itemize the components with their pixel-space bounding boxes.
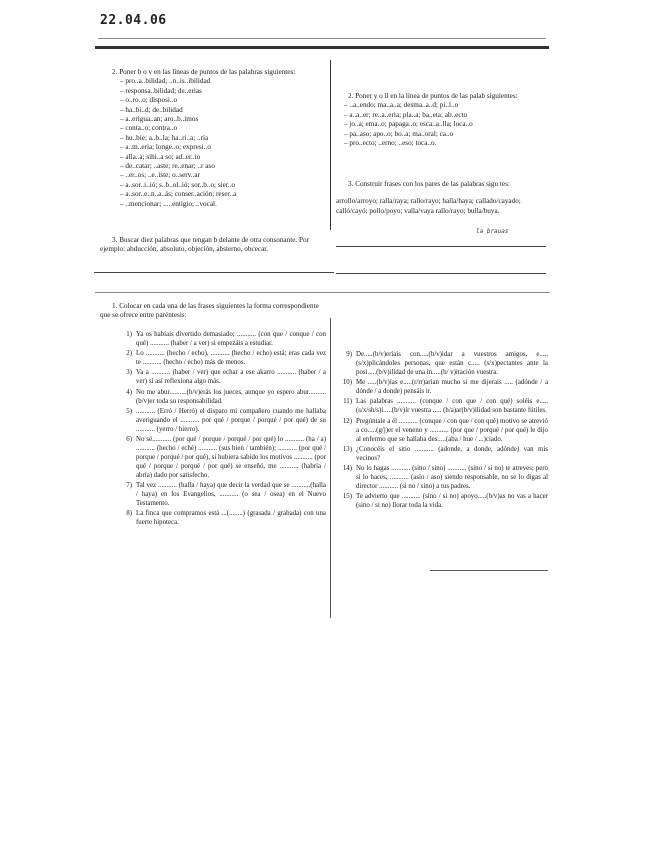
- sentence-text: ........... (Erró / Herró) el disparo mi compañero cuando me hallaba averiguando el ........... por qué / porque / porqué / por qué) de su ........... (yerro / hierro).: [136, 407, 326, 433]
- sentence-item: [334, 464, 548, 491]
- rule: [336, 246, 546, 247]
- sentence-number: 10): [342, 379, 352, 387]
- list-item: – responsa..bilidad; de..erias: [120, 87, 325, 96]
- sentence-item: [334, 445, 548, 463]
- sentence-text: La finca que compramos está ...(........) (grasada / grabada) con una fuerte hipoteca.: [136, 510, 326, 527]
- sentence-text: No me abur..........(b/v)erás los jueces, aunque yo espero abur..........(b/v)er toda su responsabilidad.: [136, 388, 326, 405]
- sentence-number: 5): [126, 407, 132, 415]
- sentence-text: Lo ........... (hecho / echo), ........... (hecho / echo) está; eras cada vez te ........... (hecho / echo) más de menos.: [136, 350, 326, 367]
- sentence-text: No lo hagas ........... (sino / sino) ........... (sino / si no) te atreves; pero si lo haces, ........... (asío / aso) siendo responsable, no se lo digas al director ........... (si no / sino) a tus padres.: [356, 464, 548, 490]
- sentence-number: 8): [126, 510, 132, 518]
- list-item: – pro..a..bilidad; ..n..is..ibilidad: [120, 77, 325, 86]
- sentence-number: 2): [126, 350, 132, 358]
- sentence-number: 4): [126, 388, 132, 396]
- sentence-text: Ya os habíais divertido demasiado; ........... (con que / conque / con qué) ........... (haber / a ver) si empezáis a estudiar.: [136, 331, 326, 347]
- list-item: – de..catar; ..aste; re..enar; ..r aso: [120, 162, 325, 171]
- exercise-1-title-block: [100, 302, 328, 321]
- sentence-item: [118, 509, 326, 527]
- sentence-item: [118, 407, 326, 434]
- sentence-number: 6): [126, 435, 132, 443]
- exercise-1-title: 1. Colocar en cada una de las frases siguientes la forma correspondiente que se ofrece entre paréntesis:: [100, 302, 319, 320]
- handwritten-date: 22.04.06: [100, 13, 167, 28]
- rule: [336, 273, 546, 274]
- sentence-item: [118, 388, 326, 406]
- left-exercise-3-text: 3. Buscar diez palabras que tengan b delante de otra consonante. Por ejemplo: abducción, absoluto, objeción, absterno, obcecar.: [100, 236, 309, 254]
- sentence-text: Las palabras ........... (conque / con que / con qué) soléis e..... (s/x/sh/s)i.....(b/v)ír vuestra ..... (h/a)ar(b/v)ilidad son bastante fútiles.: [356, 398, 548, 415]
- sentence-text: Va a ........... (haber / ver) que echar a ese akarro ........... (haber / a ver) si así reflexiona algo más.: [136, 369, 326, 386]
- sentence-number: 15): [342, 493, 352, 501]
- list-item: – pro..ecto; ..erno; ..eso; toca..o.: [344, 139, 546, 148]
- list-item: – a..a..er; re..a..eria; pla..a; ba..eta; ab..ecto: [344, 111, 546, 120]
- sentence-list-left: [118, 330, 326, 527]
- sentence-item: [334, 397, 548, 415]
- sentence-number: 3): [126, 369, 132, 377]
- left-exercise-2-title: 2. Poner b o v en las líneas de puntos de las palabras siguientes:: [112, 68, 296, 76]
- sentence-text: De.....(b/v)eríais con.....(b/v)idar a vuestros amigos, e.....(s/x)plicándoles personas, que están c..... (s/x)pectantes ante la posi.....(b/v)ilidad de una in.....(b/ v)itación vuestra.: [356, 351, 548, 376]
- right-exercise-2-list: [336, 101, 546, 148]
- exercise-1-left-column: [118, 330, 326, 529]
- rule: [430, 570, 548, 571]
- list-item: – a..sor..i..ió; s..b..ol..ió; sor..b..o; sier..o: [120, 181, 325, 190]
- list-item: – ..a..endo; ma..a..a; desma..a..d; pi..l..o: [344, 101, 546, 110]
- sentence-text: Tal vez ........... (halla / haya) que decir la verdad que se ...........(halla / haya) en los Evangelios, ........... (o sea / osea) en el Nuevo Testamento.: [136, 482, 326, 508]
- column-divider-top: [330, 60, 331, 230]
- sentence-text: ¿Conocéis el sitio ........... (adonde, a donde, adónde) van mis vecinos?: [356, 445, 548, 462]
- sentence-number: 9): [346, 351, 352, 358]
- left-exercise-3: [100, 236, 325, 255]
- right-exercise-3-pairs: arrollo/arroyo; ralla/raya; rallo/rayo; halla/haya; callado/cayado; calló/cayó; pollo/poyo; valla/vaya rallo/rayo; bulla/buya.: [336, 197, 521, 215]
- right-exercise-2: [336, 92, 546, 148]
- list-item: – ha..bi..d; de..bilidad: [120, 106, 325, 115]
- sentence-item: [118, 349, 326, 367]
- sentence-number: 14): [342, 464, 352, 472]
- sentence-text: Te advierto que ........... (sino / si no) apoyo.....(b/v)as no vas a hacer (sino / si no) llorar toda la vida.: [356, 493, 548, 510]
- list-item: – ..mencionar; .....entigio; ..vocal.: [120, 200, 325, 209]
- handwritten-note: la brauas: [476, 228, 509, 235]
- column-divider-bottom: [330, 318, 331, 618]
- sentence-item: [334, 378, 548, 396]
- sentence-item: [118, 330, 326, 348]
- list-item: – a..m..eria; longe..o; expresi..o: [120, 143, 325, 152]
- top-rule-thick: [95, 46, 549, 49]
- sentence-number: 11): [343, 398, 352, 406]
- right-exercise-2-title: 2. Poner y o ll en la línea de puntos de las palab siguientes:: [348, 92, 518, 100]
- sentence-item: [334, 417, 548, 444]
- list-item: – pa..aso; apo..o; bo..a; ma..oral; ca..o: [344, 130, 546, 139]
- list-item: – hu..bie; a..b..la; ha..ri..a; ..ría: [120, 134, 325, 143]
- list-item: – a..erigua..an; aro..b..imos: [120, 115, 325, 124]
- sentence-number: 12): [342, 417, 352, 425]
- sentence-item: [118, 368, 326, 386]
- exercise-1-right-column: [334, 350, 548, 511]
- right-exercise-3: [336, 180, 546, 216]
- list-item: – alla..a; sihi..a so; ad..er..io: [120, 153, 325, 162]
- top-rule-thin: [98, 38, 546, 39]
- sentence-item: [334, 350, 548, 377]
- list-item: – o..ro..o; disposi..o: [120, 96, 325, 105]
- sentence-number: 13): [342, 445, 352, 453]
- sentence-number: 7): [126, 482, 132, 490]
- sentence-list-right: [334, 350, 548, 510]
- left-exercise-2-list: [100, 77, 325, 209]
- rule: [95, 292, 550, 293]
- list-item: – conta..o; contra..o: [120, 124, 325, 133]
- sentence-item: [118, 481, 326, 508]
- left-exercise-2: [100, 68, 325, 209]
- sentence-item: [334, 492, 548, 510]
- sentence-number: 1): [126, 331, 132, 338]
- list-item: – a..sor..e..n..a..ás; conser..ación; reser..a: [120, 190, 325, 199]
- list-item: – ..er..os; ..e..iste; o..serv..ar: [120, 171, 325, 180]
- sentence-text: Me .....(b/v)ías e.....(r/rr)arían mucho si me dijerais ..... (adónde / a dónde / a donde) pensáis ir.: [356, 379, 548, 396]
- right-exercise-3-title: 3. Construir frases con los pares de las palabras sigu tes:: [348, 180, 510, 188]
- sentence-text: No sé........... (por qué / porque / porqué / por qué) lo ........... (ha / a) ........... (hecho / eché) ........... (sus bien / también); ........... (por qué / porque / porqué / por qué), si hubiera sabido los motivos ........... (por qué / porque / porqué / por qué) se enseñó, me ........... (habría / abría) dado por satisfecho.: [136, 435, 326, 479]
- list-item: – jo..a; ema..o; papaga..o; esca..a..lla; loca..o: [344, 120, 546, 129]
- rule: [94, 272, 334, 273]
- sentence-text: Pregúntale a él ........... (conque / con que / con qué) motivo se atrevió a co.....(g/j)er el veneno y ........... (por que / porqué / por qué) le dijo al enfermo que se hallaba des.....(aba / hue / ...)ciado.: [356, 417, 548, 443]
- sentence-item: [118, 435, 326, 480]
